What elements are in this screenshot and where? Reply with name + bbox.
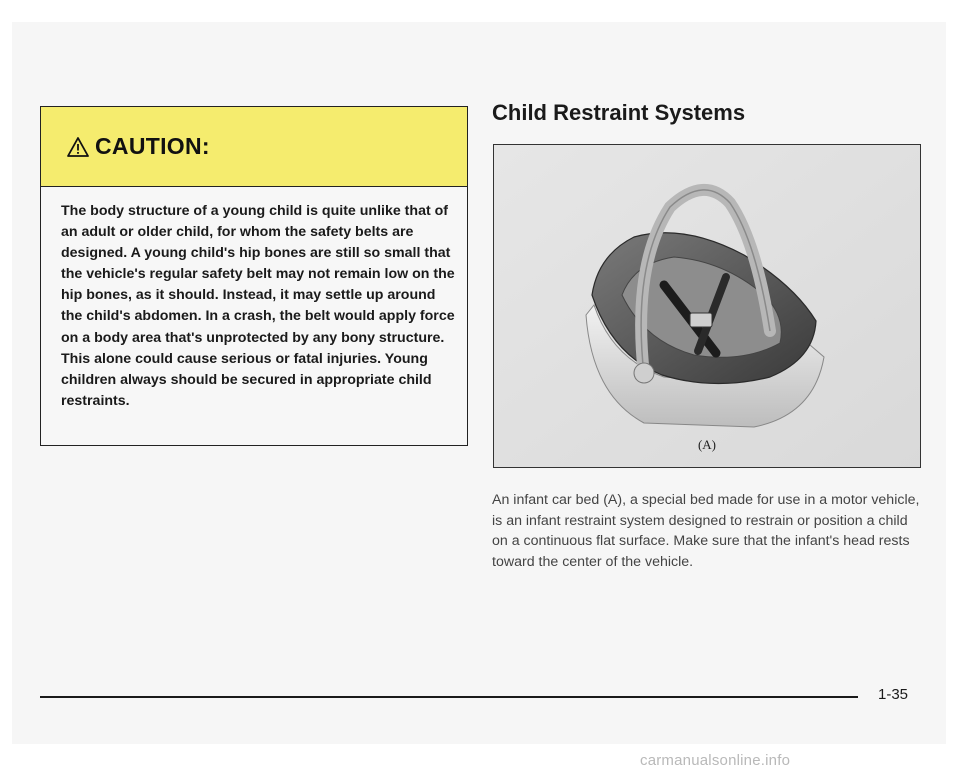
infant-car-bed-figure [493,144,921,468]
caution-header [41,107,467,187]
footer-rule [40,696,858,698]
infant-car-bed-illustration [494,145,921,468]
watermark-text: carmanualsonline.info [640,752,791,769]
page-number: 1-35 [878,686,909,703]
figure-label: (A) [697,437,717,452]
caution-box [40,106,468,446]
warning-triangle-icon [67,136,89,158]
caution-text: The body structure of a young child is quite unlike that of an adult or older child, for whom the safety belts are designed. A young child's hip bones are still so small that the vehicle's regular safety belt may not remain low on the hip bones, as it should. Instead, it may settle up around the child's abdomen. In a crash, the belt would apply force on a body area that's unprotected by any bony structure. This alone could cause serious or fatal injuries. Young children always should be secured in appropriate child restraints. [61,203,455,409]
section-title: Child Restraint Systems [492,100,746,125]
manual-page [12,22,946,744]
caution-title: CAUTION: [95,133,210,159]
body-paragraph: An infant car bed (A), a special bed made for use in a motor vehicle, is an infant restraint system designed to restrain or position a child on a continuous flat surface. Make sure that the infant's head rests toward the center of the vehicle. [492,492,920,570]
